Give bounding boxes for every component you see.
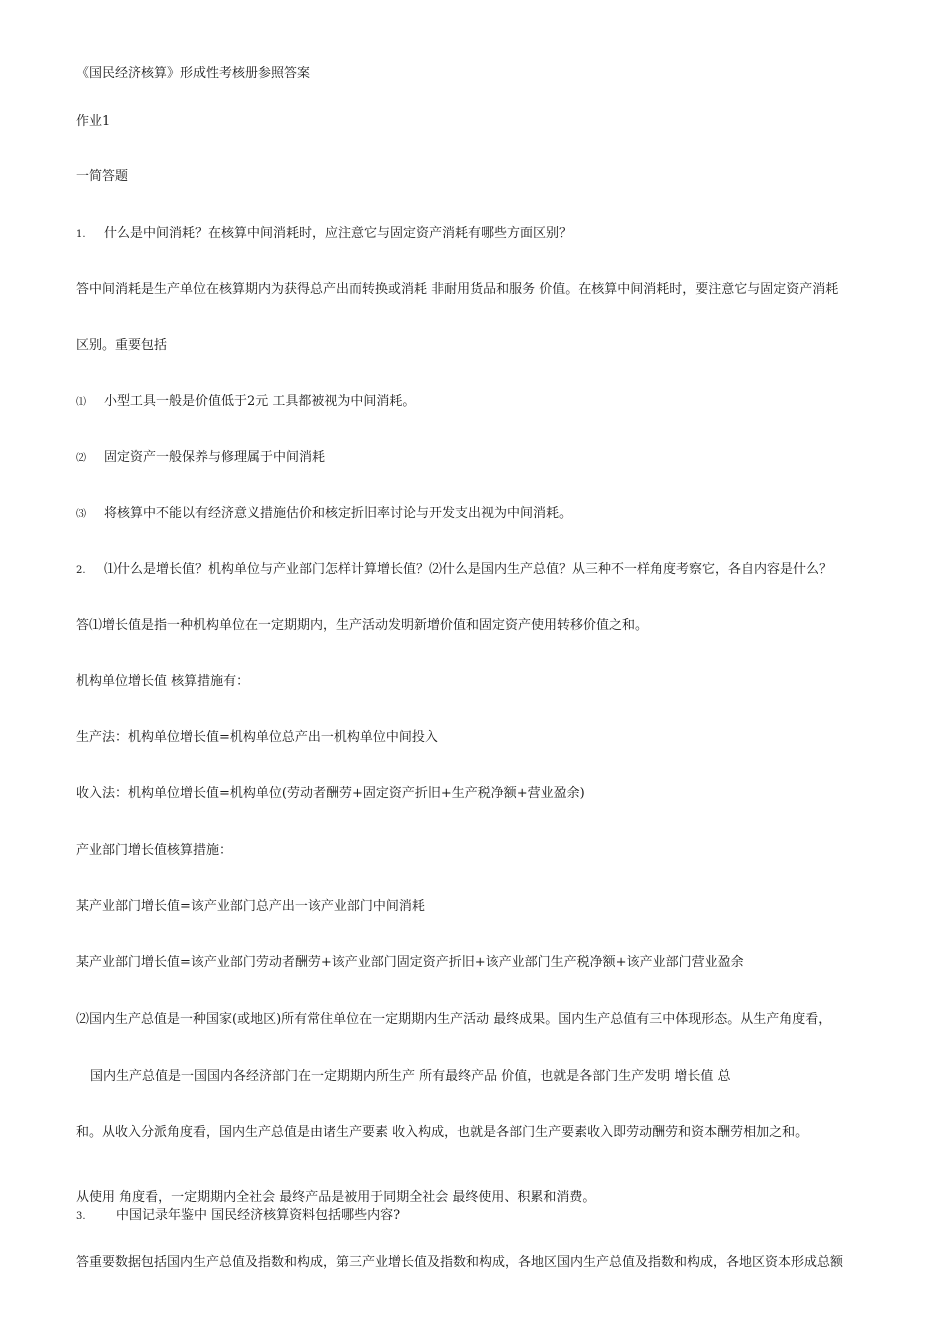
answer-2-line: 某产业部门增长值=该产业部门总产出一该产业部门中间消耗: [76, 899, 425, 914]
answer-1-item: [76, 393, 910, 412]
question-1: [76, 225, 910, 244]
answer-1-line: 答中间消耗是生产单位在核算期内为获得总产出而转换或消耗 非耐用货品和服务 价值。在核算中间消耗时，要注意它与固定资产消耗: [76, 282, 839, 297]
item-text: 小型工具一般是价值低于2元 工具都被视为中间消耗。: [104, 394, 416, 409]
question-number: 2.: [76, 565, 86, 576]
document-title: 《国民经济核算》形成性考核册参照答案: [76, 66, 311, 81]
answer-2-line: 某产业部门增长值=该产业部门劳动者酬劳+该产业部门固定资产折旧+该产业部门生产税净额+该产业部门营业盈余: [76, 955, 744, 970]
assignment-heading: 作业1: [76, 114, 111, 129]
item-number: ⑶: [76, 509, 86, 520]
question-text: 什么是中间消耗？在核算中间消耗时，应注意它与固定资产消耗有哪些方面区别？: [104, 226, 573, 241]
answer-2-line: 机构单位增长值 核算措施有：: [76, 674, 250, 689]
answer-2-line: 国内生产总值是一国国内各经济部门在一定期期内所生产 所有最终产品 价值，也就是各部门生产发明 增长值 总: [90, 1069, 731, 1084]
answer-1-item: [76, 505, 910, 524]
question-2: [76, 561, 910, 580]
item-text: 固定资产一般保养与修理属于中间消耗: [104, 450, 326, 465]
section-heading: 一简答题: [76, 169, 129, 184]
answer-2-line: ⑵国内生产总值是一种国家(或地区)所有常住单位在一定期期内生产活动 最终成果。国内生产总值有三中体现形态。从生产角度看，: [76, 1012, 832, 1027]
answer-1-item: [76, 449, 910, 468]
answer-1-line: 区别。重要包括: [76, 338, 168, 353]
answer-2-line: 和。从收入分派角度看，国内生产总值是由诸生产要素 收入构成，也就是各部门生产要素收入即劳动酬劳和资本酬劳相加之和。: [76, 1125, 809, 1140]
question-number: 3.: [76, 1211, 86, 1222]
item-text: 将核算中不能以有经济意义措施估价和核定折旧率讨论与开发支出视为中间消耗。: [104, 506, 573, 521]
answer-2-line: 生产法：机构单位增长值=机构单位总产出一机构单位中间投入: [76, 730, 438, 745]
question-number: 1.: [76, 229, 86, 240]
answer-2-line: 产业部门增长值核算措施：: [76, 843, 233, 858]
answer-2-line: 答⑴增长值是指一种机构单位在一定期期内，生产活动发明新增价值和固定资产使用转移价值之和。: [76, 618, 649, 633]
answer-2-line: 收入法：机构单位增长值=机构单位(劳动者酬劳+固定资产折旧+生产税净额+营业盈余): [76, 786, 585, 801]
question-3: [76, 1207, 910, 1226]
answer-3-line: 答重要数据包括国内生产总值及指数和构成，第三产业增长值及指数和构成，各地区国内生产总值及指数和构成，各地区资本形成总额: [76, 1255, 844, 1270]
question-text: ⑴什么是增长值？机构单位与产业部门怎样计算增长值？⑵什么是国内生产总值？从三种不一样角度考察它，各自内容是什么？: [104, 562, 833, 577]
answer-2-line: 从使用 角度看，一定期期内全社会 最终产品是被用于同期全社会 最终使用、积累和消费。: [76, 1190, 596, 1205]
question-text: 中国记录年鉴中 国民经济核算资料包括哪些内容?: [116, 1208, 401, 1223]
item-number: ⑵: [76, 453, 86, 464]
item-number: ⑴: [76, 397, 86, 408]
